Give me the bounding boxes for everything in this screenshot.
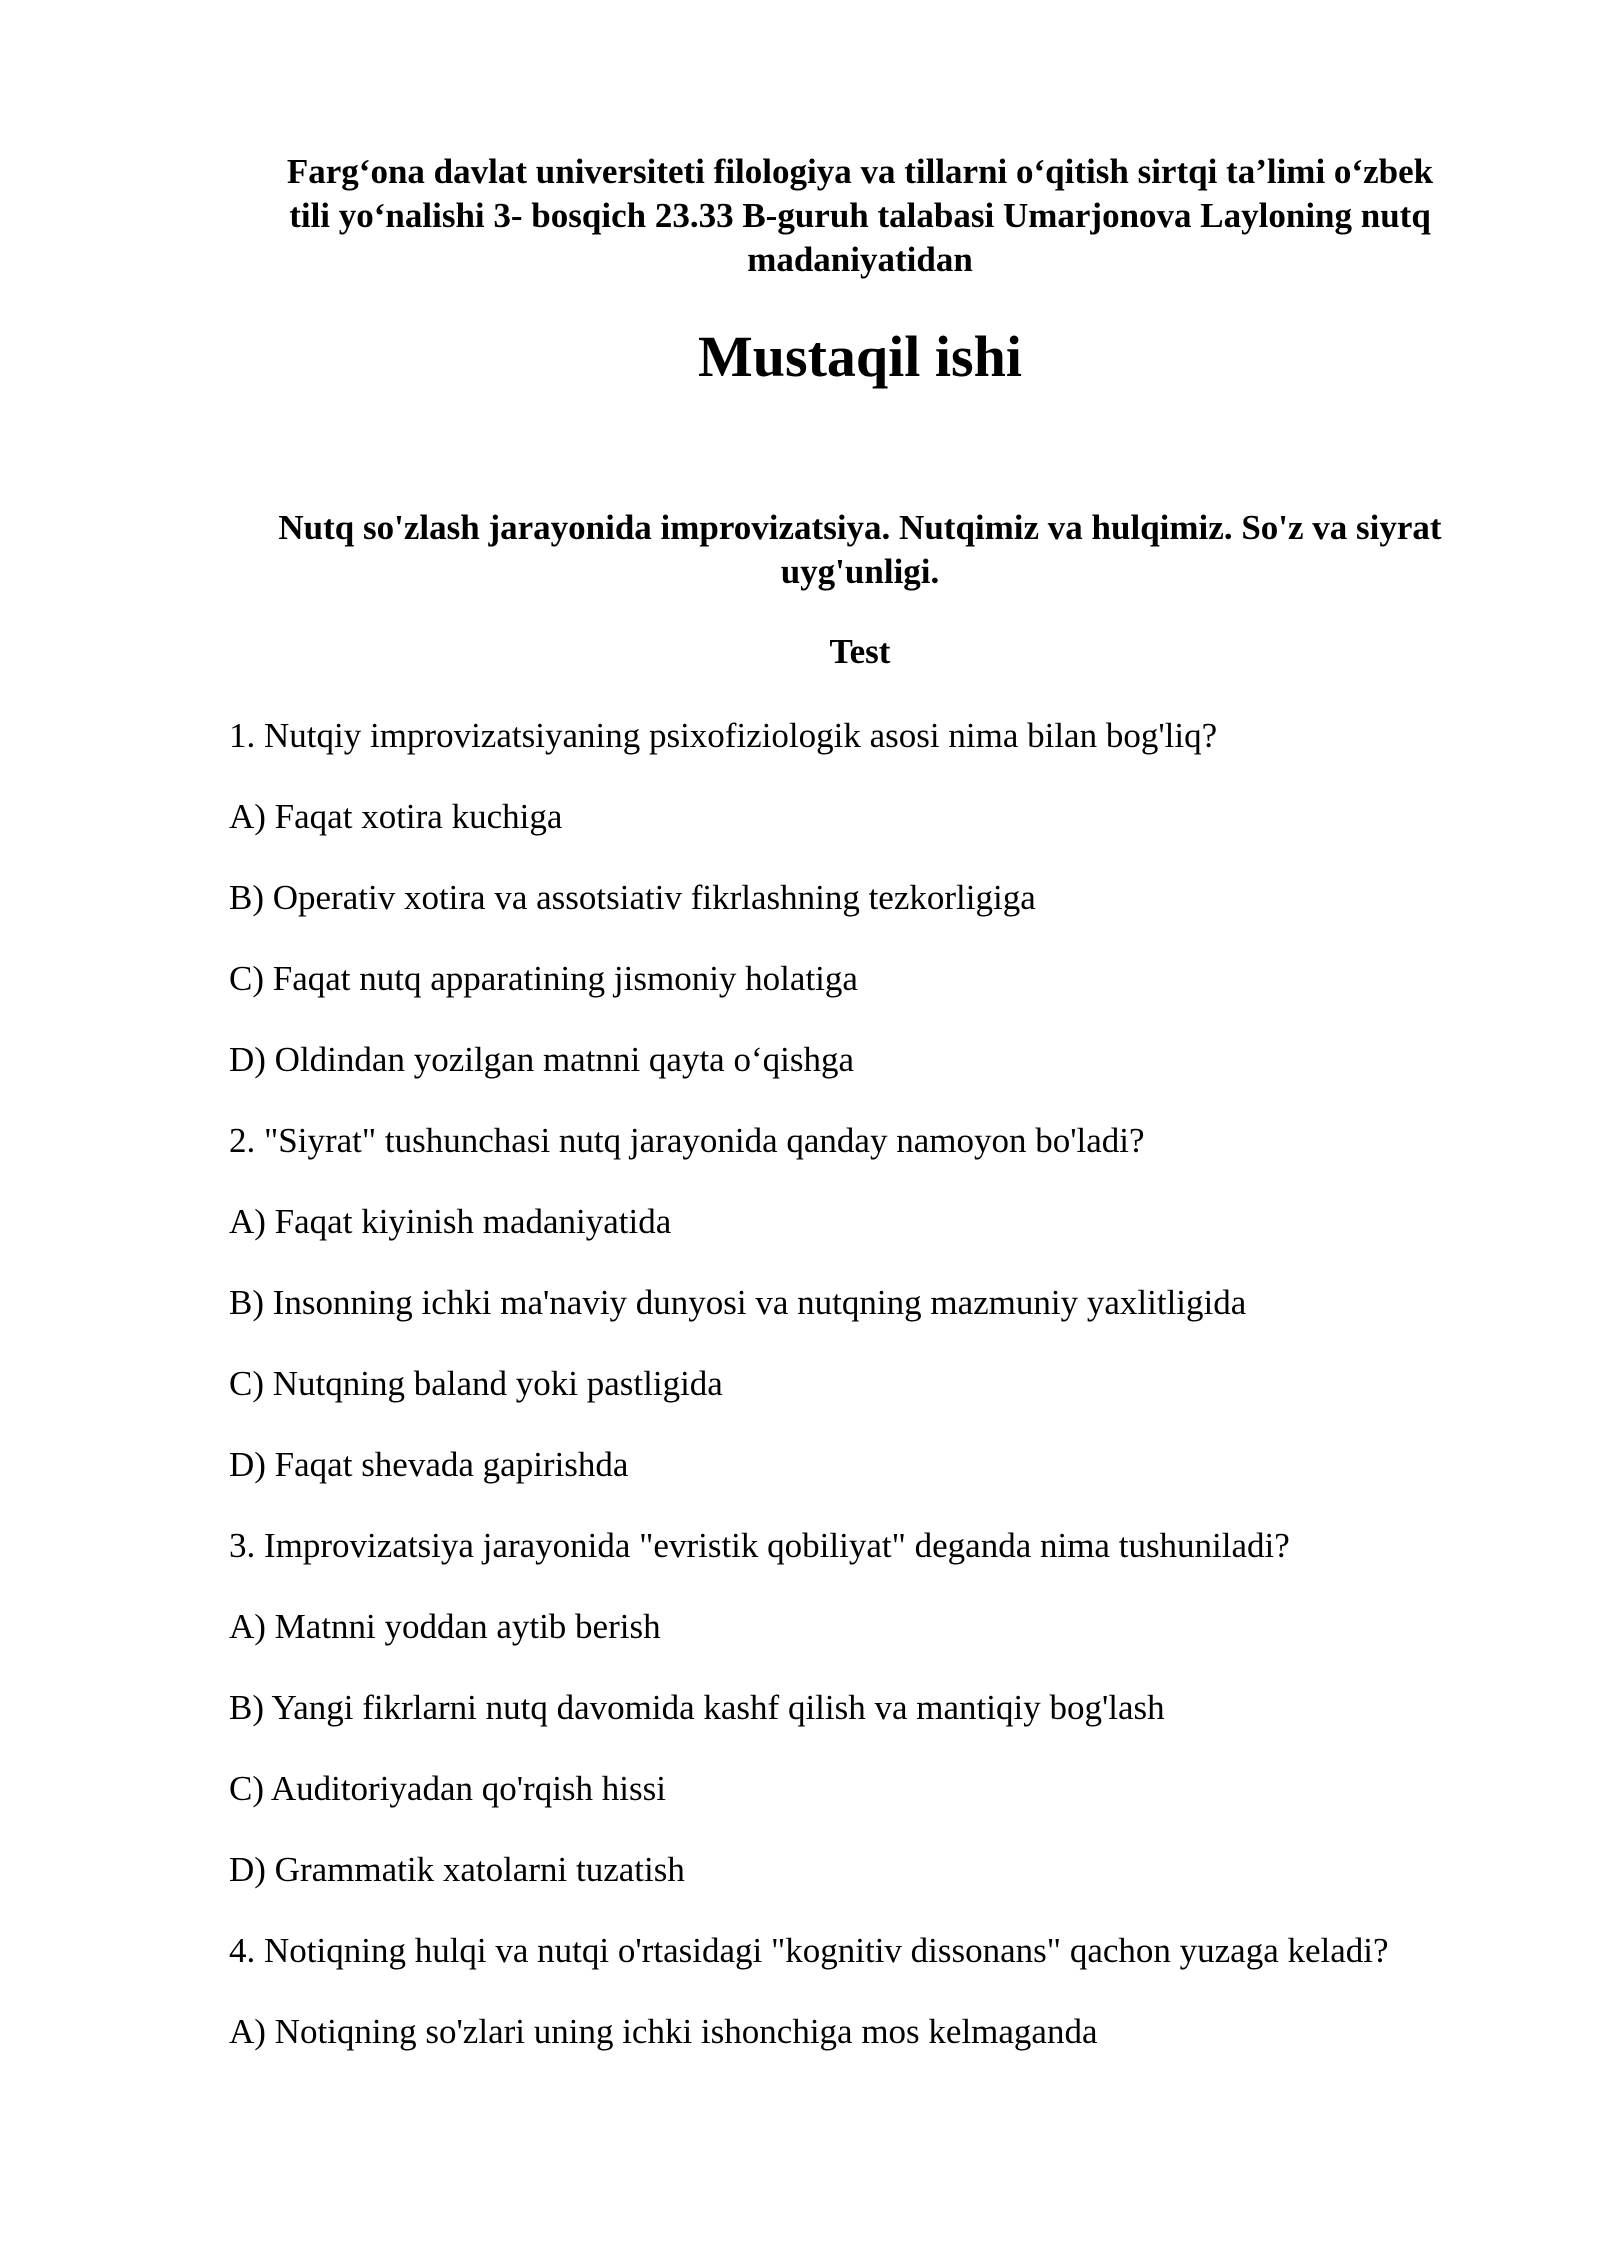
answer-option: A) Faqat kiyinish madaniyatida	[229, 1202, 672, 1241]
answer-option: A) Faqat xotira kuchiga	[229, 797, 563, 836]
answer-option: B) Insonning ichki ma'naviy dunyosi va nutqning mazmuniy yaxlitligida	[229, 1283, 1247, 1322]
question-text: 1. Nutqiy improvizatsiyaning psixofiziologik asosi nima bilan bog'liq?	[229, 716, 1218, 755]
answer-option: C) Auditoriyadan qo'rqish hissi	[229, 1769, 666, 1808]
test-label: Test	[829, 632, 891, 671]
header-line: madaniyatidan	[747, 240, 973, 279]
question-text: 2. "Siyrat" tushunchasi nutq jarayonida qanday namoyon bo'ladi?	[229, 1121, 1145, 1160]
topic-heading	[228, 506, 1492, 594]
question-text: 4. Notiqning hulqi va nutqi o'rtasidagi "kognitiv dissonans" qachon yuzaga keladi?	[229, 1931, 1389, 1970]
question-list	[229, 714, 1529, 2091]
document-header	[228, 150, 1492, 282]
answer-option: A) Notiqning so'zlari uning ichki ishonchiga mos kelmaganda	[229, 2012, 1098, 2051]
header-line: tili yo‘nalishi 3- bosqich 23.33 B-guruh talabasi Umarjonova Layloning nutq	[289, 196, 1431, 235]
topic-line: Nutq so'zlash jarayonida improvizatsiya. Nutqimiz va hulqimiz. So'z va siyrat	[278, 508, 1442, 547]
answer-option: C) Faqat nutq apparatining jismoniy holatiga	[229, 959, 858, 998]
header-line: Farg‘ona davlat universiteti filologiya va tillarni o‘qitish sirtqi ta’limi o‘zbek	[286, 152, 1434, 191]
topic-line: uyg'unligi.	[780, 552, 940, 591]
answer-option: B) Yangi fikrlarni nutq davomida kashf qilish va mantiqiy bog'lash	[229, 1688, 1165, 1727]
document-title: Mustaqil ishi	[698, 324, 1022, 389]
question-text: 3. Improvizatsiya jarayonida "evristik qobiliyat" deganda nima tushuniladi?	[229, 1526, 1290, 1565]
answer-option: D) Oldindan yozilgan matnni qayta o‘qishga	[229, 1040, 854, 1079]
answer-option: B) Operativ xotira va assotsiativ fikrlashning tezkorligiga	[229, 878, 1036, 917]
answer-option: D) Faqat shevada gapirishda	[229, 1445, 629, 1484]
answer-option: A) Matnni yoddan aytib berish	[229, 1607, 661, 1646]
answer-option: D) Grammatik xatolarni tuzatish	[229, 1850, 685, 1889]
answer-option: C) Nutqning baland yoki pastligida	[229, 1364, 723, 1403]
